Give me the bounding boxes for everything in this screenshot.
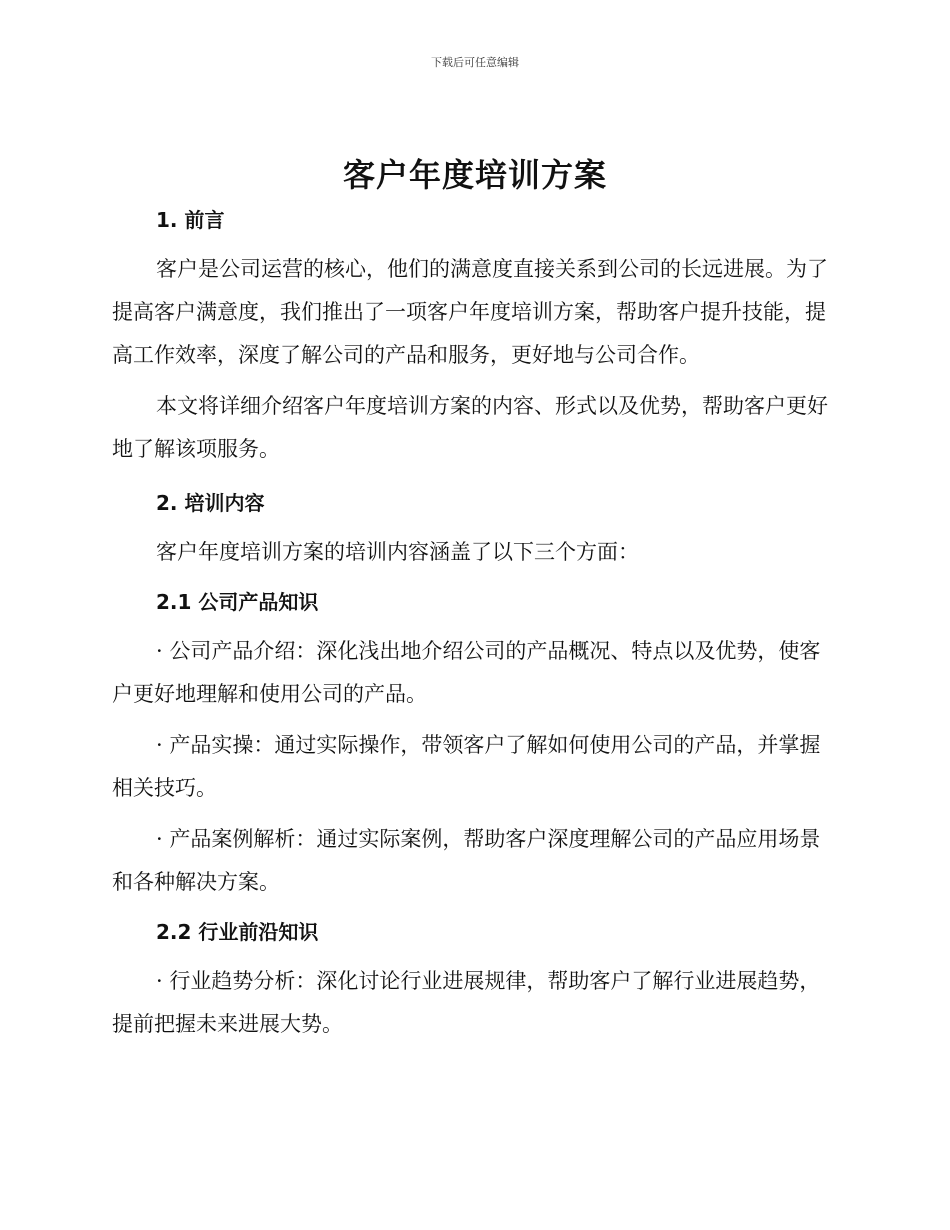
bullet-product-case-analysis: · 产品案例解析：通过实际案例，帮助客户深度理解公司的产品应用场景和各种解决方案。: [112, 827, 821, 894]
section-heading-training-content: 2. 培训内容: [156, 491, 265, 515]
paragraph-training-content-intro: 客户年度培训方案的培训内容涵盖了以下三个方面：: [156, 540, 639, 564]
subsection-heading-industry-knowledge: 2.2 行业前沿知识: [156, 920, 319, 944]
bullet-industry-trend: · 行业趋势分析：深化讨论行业进展规律，帮助客户了解行业进展趋势，提前把握未来进展大势。: [112, 969, 821, 1036]
bullet-product-practice: · 产品实操：通过实际操作，带领客户了解如何使用公司的产品，并掌握相关技巧。: [112, 733, 821, 800]
paragraph-preface-2: 本文将详细介绍客户年度培训方案的内容、形式以及优势，帮助客户更好地了解该项服务。: [112, 394, 828, 461]
bullet-product-intro: · 公司产品介绍：深化浅出地介绍公司的产品概况、特点以及优势，使客户更好地理解和使用公司的产品。: [112, 639, 821, 706]
section-heading-preface: 1. 前言: [156, 208, 225, 232]
header-note: 下载后可任意编辑: [431, 56, 519, 69]
document-body: [112, 200, 830, 1046]
document-title: 客户年度培训方案: [342, 156, 607, 194]
subsection-heading-product-knowledge: 2.1 公司产品知识: [156, 590, 319, 614]
paragraph-preface-1: 客户是公司运营的核心，他们的满意度直接关系到公司的长远进展。为了提高客户满意度，我们推出了一项客户年度培训方案，帮助客户提升技能，提高工作效率，深度了解公司的产品和服务，更好地与公司合作。: [112, 257, 828, 367]
